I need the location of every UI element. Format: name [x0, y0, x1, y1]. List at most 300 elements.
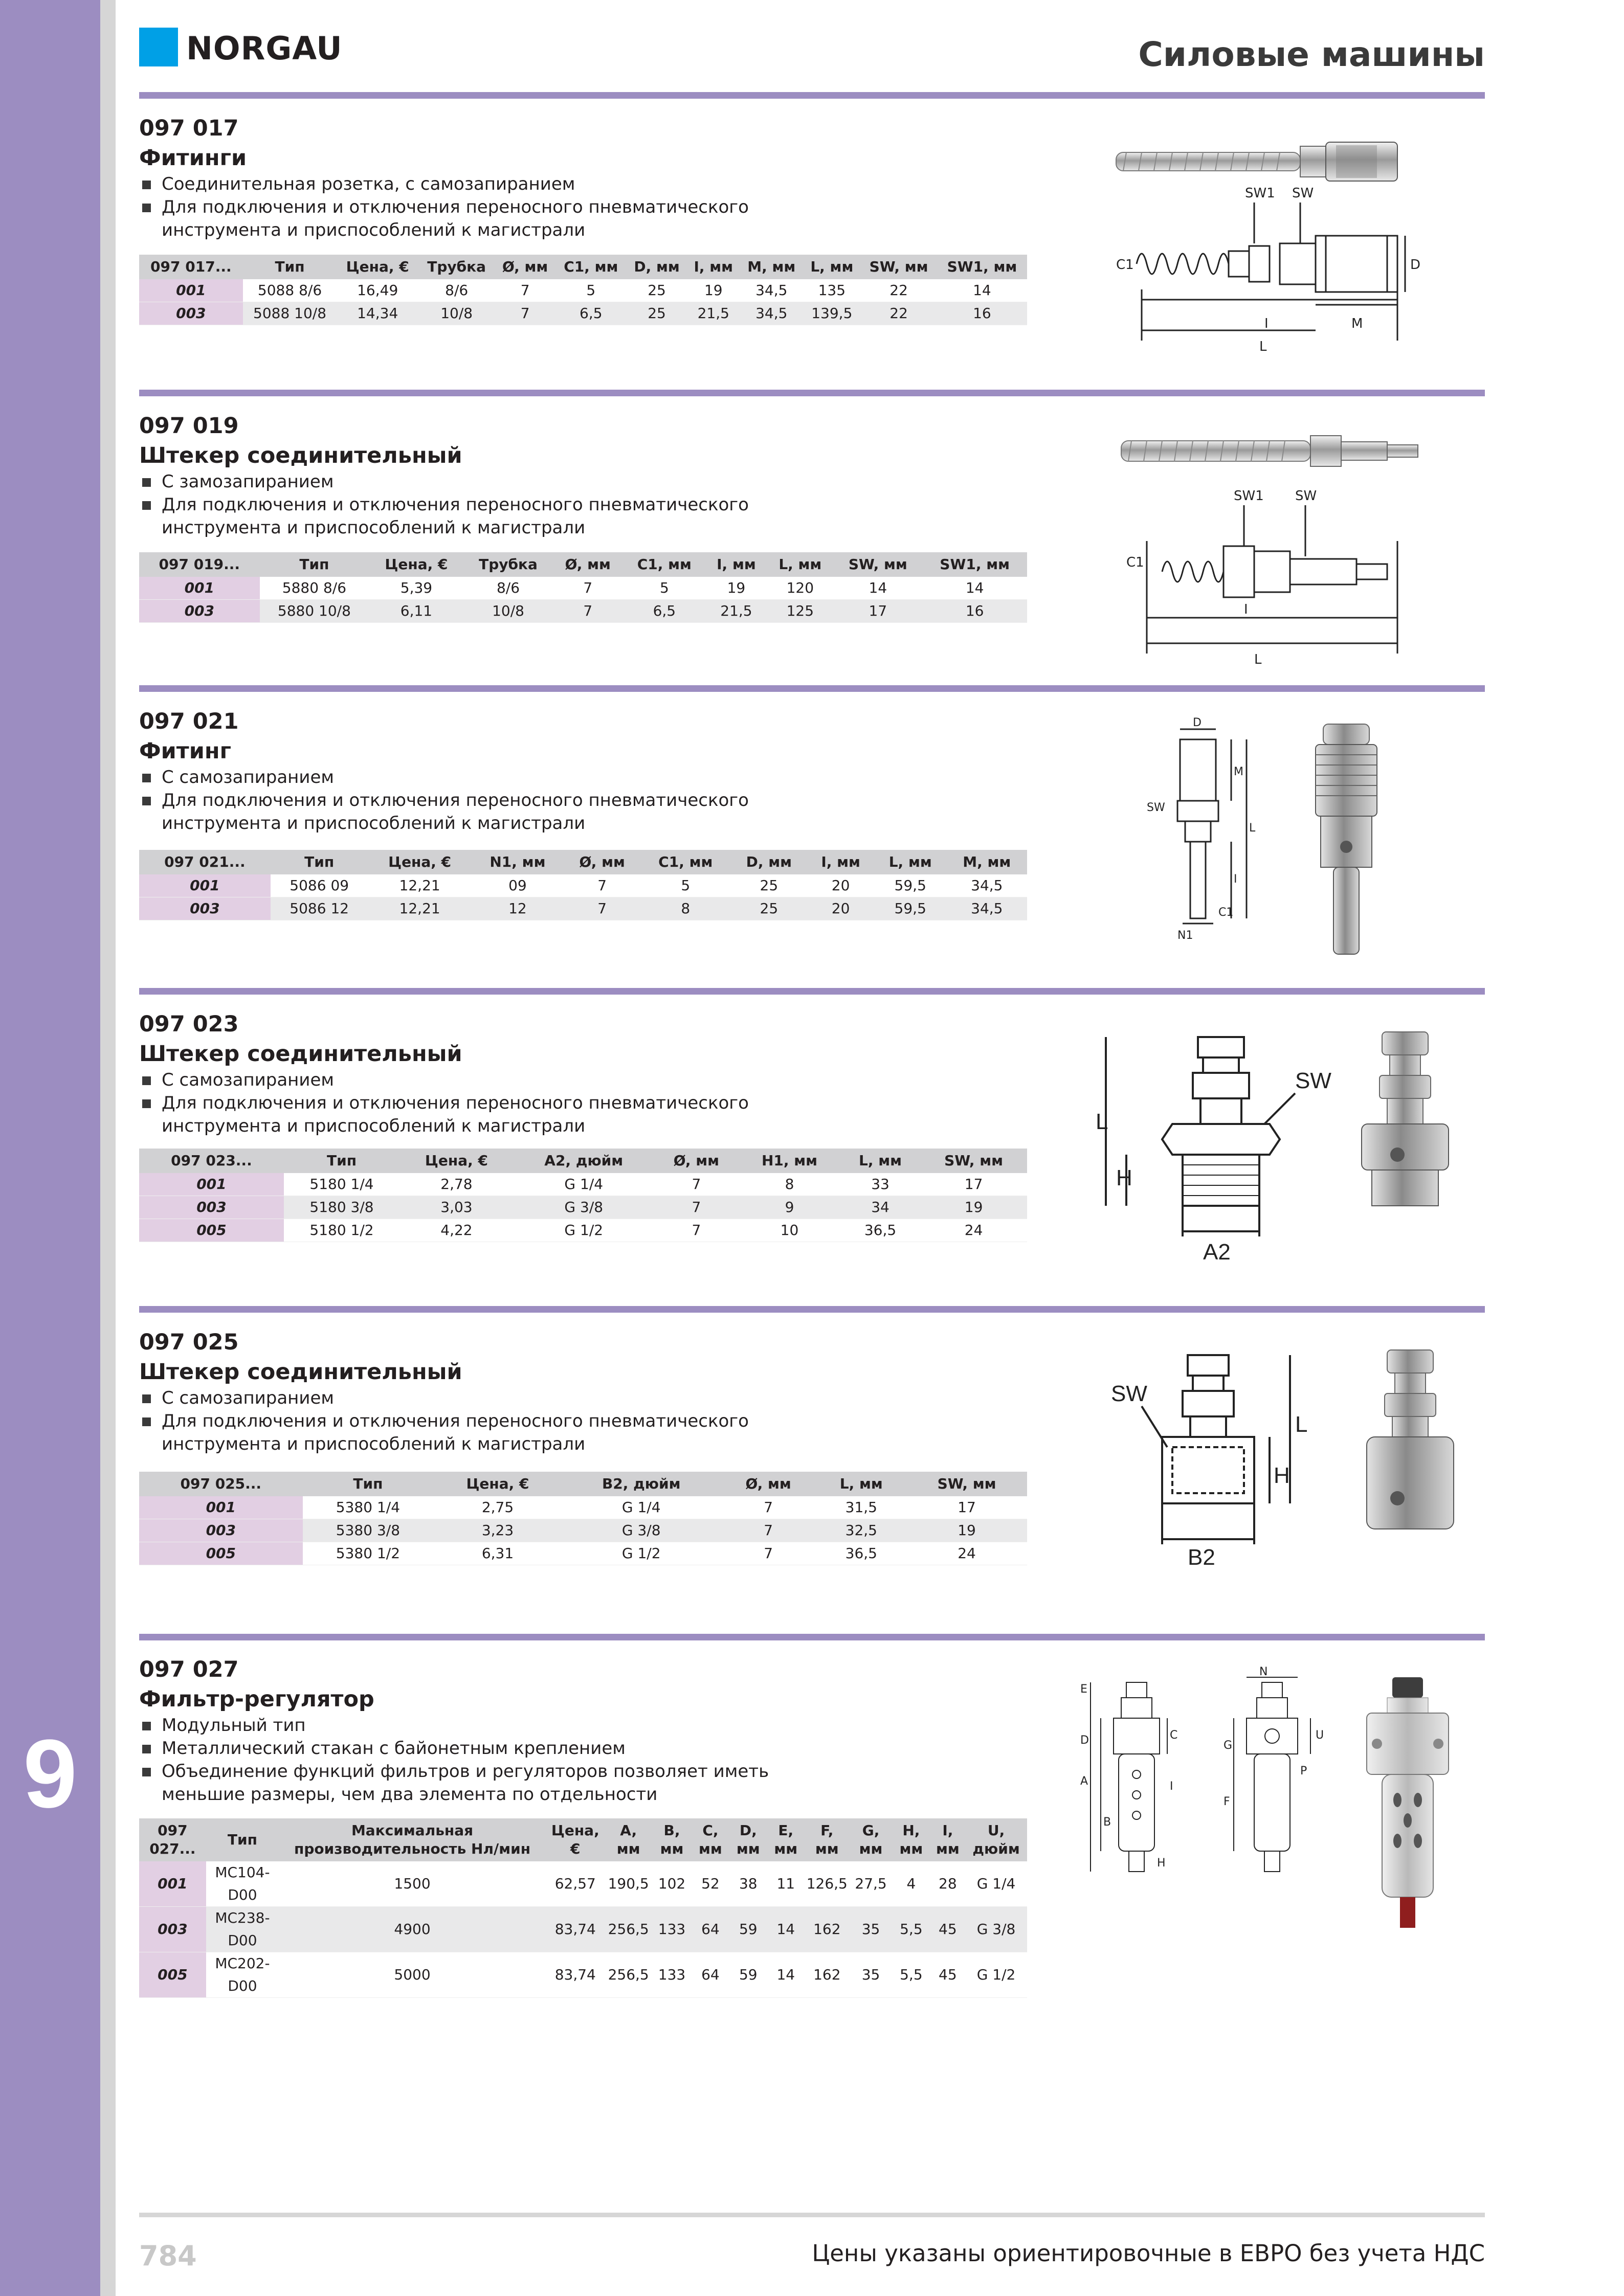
- dimension-label: A2: [1203, 1240, 1231, 1265]
- table-cell: 7: [721, 1542, 816, 1565]
- table-cell: 7: [552, 600, 623, 623]
- table-cell: 17: [833, 600, 922, 623]
- divider: [139, 988, 1485, 995]
- column-header: SW1, мм: [922, 552, 1027, 577]
- product-name: Фильтр-регулятор: [139, 1686, 374, 1712]
- table-cell: 5,5: [892, 1952, 930, 1998]
- table-cell: 14: [767, 1952, 805, 1998]
- column-header: Тип: [284, 1149, 399, 1173]
- dimension-label: L: [1096, 1109, 1108, 1134]
- product-code: 097 025: [139, 1330, 239, 1355]
- table-cell: 162: [805, 1952, 850, 1998]
- product-name: Штекер соединительный: [139, 443, 462, 468]
- table-cell: 7: [654, 1196, 739, 1219]
- table-cell: 22: [860, 279, 937, 302]
- table-cell: 7: [564, 874, 640, 897]
- table-cell: 5380 1/4: [303, 1496, 434, 1519]
- column-header: Тип: [206, 1818, 279, 1861]
- table-cell: 14: [922, 577, 1027, 600]
- article-cell: 003: [139, 1907, 206, 1952]
- column-header: Тип: [243, 255, 337, 279]
- table-cell: 19: [906, 1519, 1027, 1542]
- table-cell: 36,5: [840, 1219, 920, 1242]
- column-header: Трубка: [464, 552, 553, 577]
- dimension-label: SW1: [1245, 186, 1275, 201]
- table-row: [139, 1519, 1027, 1542]
- column-header: Ø, мм: [495, 255, 555, 279]
- table-cell: G 1/2: [965, 1952, 1027, 1998]
- table-cell: 64: [692, 1907, 729, 1952]
- column-header: C1, мм: [623, 552, 706, 577]
- table-cell: 22: [860, 302, 937, 325]
- table-cell: 27,5: [850, 1861, 892, 1907]
- product-code: 097 027: [139, 1657, 239, 1682]
- column-header: 097 021...: [139, 850, 271, 874]
- dimension-label: E: [1080, 1683, 1087, 1696]
- column-header: C1, мм: [555, 255, 627, 279]
- feature-item: Модульный тип: [139, 1714, 775, 1737]
- chapter-number: 9: [23, 1720, 77, 1828]
- table-cell: 09: [472, 874, 564, 897]
- table-cell: 5180 1/4: [284, 1173, 399, 1196]
- table-cell: 7: [495, 279, 555, 302]
- feature-item: С самозапиранием: [139, 766, 775, 789]
- dimension-label: P: [1300, 1765, 1307, 1777]
- table-cell: 19: [687, 279, 740, 302]
- column-header: I, мм: [807, 850, 874, 874]
- column-header: E, мм: [767, 1818, 805, 1861]
- table-cell: 3,03: [399, 1196, 514, 1219]
- table-cell: 5: [640, 874, 730, 897]
- dimension-label: D: [1193, 716, 1202, 729]
- column-header: H1, мм: [739, 1149, 840, 1173]
- technical-drawing: [1147, 505, 1397, 654]
- table-cell: 133: [652, 1907, 692, 1952]
- spring-icon: [1116, 142, 1397, 181]
- filter-regulator-drawing: [1070, 1665, 1489, 1959]
- table-cell: 38: [729, 1861, 767, 1907]
- article-cell: 005: [139, 1952, 206, 1998]
- table-row: [139, 874, 1027, 897]
- table-cell: G 1/4: [562, 1496, 721, 1519]
- table-cell: 5180 3/8: [284, 1196, 399, 1219]
- table-cell: 34: [840, 1196, 920, 1219]
- column-header: Максимальная производительность Нл/мин: [279, 1818, 546, 1861]
- table-cell: 2,78: [399, 1173, 514, 1196]
- article-cell: 003: [139, 600, 260, 623]
- feature-item: С самозапиранием: [139, 1069, 775, 1092]
- column-header: C, мм: [692, 1818, 729, 1861]
- dimension-label: M: [1234, 766, 1243, 778]
- feature-list: [139, 1387, 775, 1456]
- feature-list: [139, 766, 775, 835]
- footer-divider: [139, 2213, 1485, 2217]
- table-cell: 16: [922, 600, 1027, 623]
- dimension-label: B: [1103, 1816, 1111, 1829]
- table-cell: 83,74: [546, 1952, 605, 1998]
- table-cell: 8/6: [418, 279, 495, 302]
- table-cell: G 1/2: [562, 1542, 721, 1565]
- coupling-drawing: [1111, 126, 1479, 392]
- table-cell: G 1/4: [965, 1861, 1027, 1907]
- dimension-label: M: [1351, 316, 1363, 331]
- table-cell: 190,5: [605, 1861, 652, 1907]
- column-header: SW, мм: [906, 1472, 1027, 1496]
- table-cell: 3,23: [433, 1519, 562, 1542]
- column-header: A, мм: [605, 1818, 652, 1861]
- column-header: 097 017...: [139, 255, 243, 279]
- table-cell: 14: [767, 1907, 805, 1952]
- column-header: 097 023...: [139, 1149, 284, 1173]
- column-header: Тип: [303, 1472, 434, 1496]
- table-cell: 102: [652, 1861, 692, 1907]
- column-header: U, дюйм: [965, 1818, 1027, 1861]
- table-cell: 25: [627, 302, 687, 325]
- column-header: L, мм: [816, 1472, 907, 1496]
- table-cell: 7: [552, 577, 623, 600]
- fitting-photo-icon: [1316, 724, 1377, 954]
- feature-item: Металлический стакан с байонетным креплением: [139, 1737, 775, 1760]
- table-cell: 2,75: [433, 1496, 562, 1519]
- section-title: Силовые машины: [1138, 35, 1485, 74]
- column-header: C1, мм: [640, 850, 730, 874]
- table-cell: 7: [654, 1173, 739, 1196]
- column-header: SW1, мм: [937, 255, 1027, 279]
- product-code: 097 017: [139, 116, 239, 141]
- table-cell: 62,57: [546, 1861, 605, 1907]
- plug-photo-icon: [1367, 1350, 1454, 1529]
- table-row: [139, 1496, 1027, 1519]
- table-cell: 59,5: [874, 874, 947, 897]
- divider: [139, 1634, 1485, 1640]
- table-cell: 7: [721, 1519, 816, 1542]
- article-cell: 003: [139, 897, 271, 920]
- table-cell: 25: [627, 279, 687, 302]
- table-cell: 19: [706, 577, 767, 600]
- table-cell: 10/8: [418, 302, 495, 325]
- footer-note: Цены указаны ориентировочные в ЕВРО без учета НДС: [812, 2240, 1485, 2267]
- table-cell: 16,49: [337, 279, 418, 302]
- table-cell: 12: [472, 897, 564, 920]
- spec-table: [139, 255, 1027, 325]
- table-cell: 45: [930, 1952, 965, 1998]
- table-cell: 35: [850, 1907, 892, 1952]
- dimension-label: A: [1080, 1775, 1088, 1788]
- divider: [139, 1306, 1485, 1313]
- table-cell: 135: [803, 279, 860, 302]
- dimension-label: N1: [1177, 929, 1193, 942]
- table-cell: 11: [767, 1861, 805, 1907]
- sidebar-edge: [100, 0, 116, 2296]
- table-cell: 24: [920, 1219, 1027, 1242]
- dimension-label: H: [1116, 1165, 1132, 1190]
- fitting-drawing: [1142, 716, 1418, 975]
- table-cell: 10: [739, 1219, 840, 1242]
- table-cell: 139,5: [803, 302, 860, 325]
- table-cell: G 1/4: [514, 1173, 654, 1196]
- table-cell: 5380 3/8: [303, 1519, 434, 1542]
- column-header: Цена, €: [433, 1472, 562, 1496]
- table-cell: 59,5: [874, 897, 947, 920]
- table-cell: 25: [730, 874, 807, 897]
- table-cell: 120: [767, 577, 833, 600]
- feature-list: [139, 1714, 775, 1806]
- column-header: Цена, €: [368, 850, 472, 874]
- table-cell: 256,5: [605, 1952, 652, 1998]
- column-header: 097 025...: [139, 1472, 303, 1496]
- dimension-label: D: [1410, 257, 1421, 273]
- table-cell: 14: [937, 279, 1027, 302]
- table-row: [139, 1952, 1027, 1998]
- column-header: Цена, €: [337, 255, 418, 279]
- table-cell: 6,5: [555, 302, 627, 325]
- table-cell: G 1/2: [514, 1219, 654, 1242]
- table-row: [139, 1861, 1027, 1907]
- column-header: G, мм: [850, 1818, 892, 1861]
- table-cell: 35: [850, 1952, 892, 1998]
- table-cell: 12,21: [368, 897, 472, 920]
- article-cell: 005: [139, 1542, 303, 1565]
- column-header: Тип: [260, 552, 369, 577]
- feature-item: Для подключения и отключения переносного пневматического инструмента и приспособлений к магистрали: [139, 1092, 775, 1138]
- spec-table: [139, 1818, 1027, 1998]
- dimension-label: D: [1080, 1734, 1089, 1747]
- table-cell: 162: [805, 1907, 850, 1952]
- column-header: Трубка: [418, 255, 495, 279]
- dimension-label: I: [1264, 316, 1269, 331]
- column-header: D, мм: [729, 1818, 767, 1861]
- article-cell: 001: [139, 1496, 303, 1519]
- column-header: L, мм: [767, 552, 833, 577]
- feature-item: Соединительная розетка, с самозапиранием: [139, 173, 775, 196]
- spec-table: [139, 1149, 1027, 1242]
- table-cell: 83,74: [546, 1907, 605, 1952]
- column-header: L, мм: [803, 255, 860, 279]
- table-cell: 6,31: [433, 1542, 562, 1565]
- table-cell: 36,5: [816, 1542, 907, 1565]
- column-header: L, мм: [874, 850, 947, 874]
- column-header: I, мм: [706, 552, 767, 577]
- table-cell: 25: [730, 897, 807, 920]
- table-cell: 52: [692, 1861, 729, 1907]
- article-cell: 003: [139, 1519, 303, 1542]
- column-header: H, мм: [892, 1818, 930, 1861]
- table-cell: 6,11: [369, 600, 463, 623]
- table-cell: 5088 10/8: [243, 302, 337, 325]
- dimension-label: C1: [1126, 555, 1144, 570]
- spec-table: [139, 850, 1027, 920]
- table-cell: 5,39: [369, 577, 463, 600]
- column-header: B, мм: [652, 1818, 692, 1861]
- table-cell: 34,5: [740, 302, 803, 325]
- dimension-label: U: [1316, 1729, 1324, 1742]
- article-cell: 005: [139, 1219, 284, 1242]
- feature-list: [139, 1069, 775, 1138]
- feature-item: Для подключения и отключения переносного пневматического инструмента и приспособлений к магистрали: [139, 493, 775, 539]
- table-row: [139, 1219, 1027, 1242]
- table-cell: 10/8: [464, 600, 553, 623]
- column-header: M, мм: [947, 850, 1027, 874]
- table-cell: G 3/8: [562, 1519, 721, 1542]
- table-cell: MC238-D00: [206, 1907, 279, 1952]
- plug-thread-drawing: [1091, 1032, 1489, 1288]
- table-cell: 4,22: [399, 1219, 514, 1242]
- column-header: B2, дюйм: [562, 1472, 721, 1496]
- column-header: A2, дюйм: [514, 1149, 654, 1173]
- table-cell: G 3/8: [514, 1196, 654, 1219]
- feature-item: Для подключения и отключения переносного пневматического инструмента и приспособлений к магистрали: [139, 789, 775, 835]
- dimension-label: SW: [1111, 1381, 1147, 1406]
- column-header: F, мм: [805, 1818, 850, 1861]
- technical-drawing: [1106, 1037, 1295, 1236]
- divider: [139, 92, 1485, 99]
- table-cell: 59: [729, 1952, 767, 1998]
- table-cell: 16: [937, 302, 1027, 325]
- plug-drawing: [1111, 423, 1479, 689]
- table-cell: 7: [564, 897, 640, 920]
- table-row: [139, 1542, 1027, 1565]
- product-name: Фитинг: [139, 738, 231, 764]
- table-cell: 21,5: [706, 600, 767, 623]
- table-cell: 21,5: [687, 302, 740, 325]
- product-name: Штекер соединительный: [139, 1359, 462, 1385]
- spec-table: [139, 552, 1027, 623]
- dimension-label: G: [1223, 1739, 1233, 1752]
- article-cell: 001: [139, 1173, 284, 1196]
- dimension-label: H: [1274, 1463, 1290, 1488]
- table-cell: 6,5: [623, 600, 706, 623]
- table-cell: 14: [833, 577, 922, 600]
- product-name: Фитинги: [139, 145, 247, 171]
- table-cell: 5086 09: [271, 874, 368, 897]
- feature-list: [139, 470, 775, 539]
- product-name: Штекер соединительный: [139, 1041, 462, 1067]
- column-header: Тип: [271, 850, 368, 874]
- spring-icon: [1121, 436, 1418, 466]
- dimension-label: C1: [1116, 257, 1134, 273]
- table-row: [139, 897, 1027, 920]
- table-cell: 5,5: [892, 1907, 930, 1952]
- article-cell: 003: [139, 302, 243, 325]
- page-number: 784: [139, 2240, 197, 2272]
- product-code: 097 021: [139, 709, 239, 734]
- column-header: Цена, €: [546, 1818, 605, 1861]
- table-cell: 20: [807, 874, 874, 897]
- table-cell: 5: [555, 279, 627, 302]
- plug-socket-drawing: [1111, 1350, 1500, 1606]
- dimension-label: B2: [1188, 1545, 1215, 1570]
- table-row: [139, 600, 1027, 623]
- column-header: I, мм: [930, 1818, 965, 1861]
- dimension-label: L: [1295, 1412, 1308, 1437]
- table-row: [139, 577, 1027, 600]
- feature-item: Для подключения и отключения переносного пневматического инструмента и приспособлений к магистрали: [139, 1410, 775, 1456]
- dimension-label: N: [1259, 1665, 1268, 1678]
- column-header: M, мм: [740, 255, 803, 279]
- table-cell: 33: [840, 1173, 920, 1196]
- table-cell: 34,5: [947, 897, 1027, 920]
- column-header: D, мм: [730, 850, 807, 874]
- technical-drawing: [1142, 1355, 1290, 1544]
- technical-drawing: [1177, 729, 1247, 924]
- dimension-label: I: [1170, 1780, 1173, 1793]
- table-cell: 1500: [279, 1861, 546, 1907]
- table-cell: 5380 1/2: [303, 1542, 434, 1565]
- table-cell: 4900: [279, 1907, 546, 1952]
- dimension-label: SW: [1147, 801, 1165, 814]
- feature-item: С самозапиранием: [139, 1387, 775, 1410]
- table-row: [139, 1907, 1027, 1952]
- brand-logo-icon: [139, 28, 178, 66]
- dimension-label: SW: [1295, 488, 1317, 504]
- column-header: Ø, мм: [654, 1149, 739, 1173]
- product-code: 097 023: [139, 1011, 239, 1037]
- table-cell: 19: [920, 1196, 1027, 1219]
- dimension-label: SW: [1292, 186, 1314, 201]
- dimension-label: C1: [1218, 906, 1234, 919]
- dimension-label: F: [1223, 1795, 1230, 1808]
- table-cell: 7: [654, 1219, 739, 1242]
- table-cell: 14,34: [337, 302, 418, 325]
- table-cell: 5880 8/6: [260, 577, 369, 600]
- brand-name: NORGAU: [186, 30, 343, 67]
- table-cell: 5088 8/6: [243, 279, 337, 302]
- table-cell: 7: [721, 1496, 816, 1519]
- table-cell: 45: [930, 1907, 965, 1952]
- article-cell: 001: [139, 577, 260, 600]
- spec-table: [139, 1472, 1027, 1565]
- table-cell: 133: [652, 1952, 692, 1998]
- table-cell: 8: [640, 897, 730, 920]
- table-row: [139, 279, 1027, 302]
- column-header: L, мм: [840, 1149, 920, 1173]
- article-cell: 001: [139, 1861, 206, 1907]
- feature-item: Для подключения и отключения переносного пневматического инструмента и приспособлений к магистрали: [139, 196, 775, 242]
- table-cell: MC104-D00: [206, 1861, 279, 1907]
- column-header: SW, мм: [833, 552, 922, 577]
- table-cell: 12,21: [368, 874, 472, 897]
- table-cell: 4: [892, 1861, 930, 1907]
- dimension-label: SW: [1295, 1068, 1331, 1093]
- feature-list: [139, 173, 775, 242]
- table-cell: MC202-D00: [206, 1952, 279, 1998]
- table-cell: G 3/8: [965, 1907, 1027, 1952]
- table-cell: 8/6: [464, 577, 553, 600]
- filter-regulator-photo-icon: [1367, 1677, 1449, 1928]
- table-row: [139, 1173, 1027, 1196]
- table-cell: 9: [739, 1196, 840, 1219]
- column-header: 097 019...: [139, 552, 260, 577]
- dimension-label: L: [1249, 822, 1256, 835]
- column-header: SW, мм: [920, 1149, 1027, 1173]
- dimension-label: SW1: [1234, 488, 1264, 504]
- column-header: N1, мм: [472, 850, 564, 874]
- dimension-label: C: [1170, 1729, 1178, 1742]
- column-header: 097 027...: [139, 1818, 206, 1861]
- table-row: [139, 302, 1027, 325]
- feature-item: Объединение функций фильтров и регуляторов позволяет иметь меньшие размеры, чем два элемента по отдельности: [139, 1760, 775, 1806]
- dimension-label: I: [1244, 602, 1248, 617]
- article-cell: 003: [139, 1196, 284, 1219]
- column-header: SW, мм: [860, 255, 937, 279]
- column-header: Ø, мм: [552, 552, 623, 577]
- column-header: Цена, €: [399, 1149, 514, 1173]
- dimension-label: H: [1157, 1857, 1166, 1870]
- table-cell: 125: [767, 600, 833, 623]
- table-cell: 256,5: [605, 1907, 652, 1952]
- article-cell: 001: [139, 279, 243, 302]
- table-cell: 20: [807, 897, 874, 920]
